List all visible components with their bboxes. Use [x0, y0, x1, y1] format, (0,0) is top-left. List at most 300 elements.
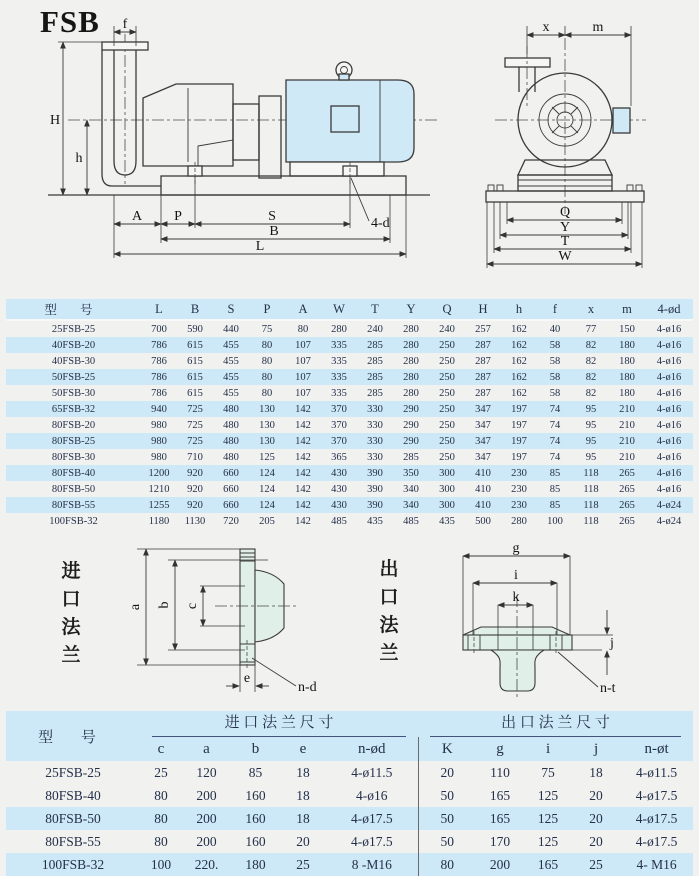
value-cell: 430: [321, 497, 357, 513]
value-cell: 124: [259, 483, 275, 495]
value-cell: 340: [393, 497, 429, 513]
model-cell: 40FSB-20: [6, 337, 141, 353]
dim-label-f: f: [122, 17, 128, 32]
value-cell: 1180: [148, 515, 170, 527]
value-cell: 430: [321, 465, 357, 481]
value-cell: 285: [367, 355, 383, 367]
column-header: L: [141, 299, 177, 320]
motor-foot: [290, 162, 384, 176]
dim-label-B: B: [269, 224, 279, 239]
value-cell: 130: [259, 419, 275, 431]
column-header: a: [182, 737, 231, 761]
value-cell: 142: [295, 419, 311, 431]
value-cell: 720: [223, 515, 239, 527]
value-cell: 1130: [184, 515, 206, 527]
value-cell: 58: [549, 387, 561, 399]
value-cell: 200: [196, 833, 217, 849]
table-header-row: [6, 299, 693, 320]
page-title: FSB: [40, 4, 100, 39]
value-cell: 285: [367, 387, 383, 399]
coupling: [233, 104, 259, 160]
value-cell: 200: [196, 787, 217, 803]
model-cell: 100FSB-32: [49, 515, 98, 527]
column-header: K: [418, 737, 476, 761]
value-cell: 162: [501, 337, 537, 353]
overall-dimensions-table: [6, 299, 693, 529]
value-cell: 285: [403, 451, 419, 463]
value-cell: 110: [490, 764, 510, 780]
inlet-group-header: 进 口 法 兰 尺 寸: [140, 711, 418, 737]
dim-label-Y: Y: [559, 220, 571, 235]
value-cell: 335: [331, 355, 347, 367]
inlet-flange-top: [102, 42, 148, 50]
value-cell: 142: [295, 483, 311, 495]
model-cell: 25FSB-25: [51, 323, 96, 335]
value-cell: 4-ø16: [656, 483, 682, 495]
table-row: [6, 784, 693, 807]
column-header: f: [537, 299, 573, 320]
value-cell: 75: [541, 764, 555, 780]
dim-label-a: a: [128, 603, 143, 611]
value-cell: 390: [357, 497, 393, 513]
value-cell: 287: [465, 369, 501, 385]
value-cell: 4-ø16: [656, 387, 682, 399]
value-cell: 120: [196, 764, 217, 780]
value-cell: 430: [331, 483, 347, 495]
value-cell: 107: [295, 387, 311, 399]
value-cell: 82: [585, 355, 597, 367]
value-cell: 80: [261, 387, 273, 399]
value-cell: 20: [418, 761, 476, 784]
value-cell: 50: [418, 784, 476, 807]
value-cell: 250: [439, 355, 455, 367]
value-cell: 160: [231, 807, 280, 830]
value-cell: 335: [331, 387, 347, 399]
value-cell: 230: [501, 497, 537, 513]
value-cell: 197: [511, 419, 527, 431]
value-cell: 20: [572, 807, 620, 830]
value-cell: 4-ø17.5: [620, 807, 693, 830]
value-cell: 20: [296, 833, 310, 849]
dim-label-S: S: [268, 209, 276, 224]
column-header: H: [465, 299, 501, 320]
value-cell: 77: [585, 323, 597, 335]
value-cell: 660: [223, 483, 239, 495]
column-header: b: [231, 737, 280, 761]
table-row: [6, 481, 693, 497]
value-cell: 590: [187, 323, 203, 335]
value-cell: 257: [475, 323, 491, 335]
value-cell: 118: [583, 515, 599, 527]
flange-boss: [463, 627, 570, 635]
value-cell: 210: [609, 401, 645, 417]
value-cell: 330: [367, 451, 383, 463]
label-char: 法: [379, 615, 399, 636]
outlet-group-header: 出 口 法 兰 尺 寸: [418, 711, 693, 737]
value-cell: 25: [280, 853, 326, 876]
column-header: e: [280, 737, 326, 761]
value-cell: 265: [619, 483, 635, 495]
value-cell: 4-ø16: [656, 451, 682, 463]
value-cell: 347: [475, 419, 491, 431]
value-cell: 4-ø17.5: [635, 833, 678, 849]
value-cell: 4-ø17.5: [635, 787, 678, 803]
value-cell: 74: [549, 451, 561, 463]
dim-label-T: T: [560, 234, 570, 249]
value-cell: 4-ø16: [645, 369, 693, 385]
label-char: 口: [379, 587, 399, 608]
value-cell: 4-ø17.5: [326, 807, 418, 830]
column-header: 型 号: [6, 299, 141, 320]
value-cell: 280: [403, 387, 419, 399]
model-cell: 25FSB-25: [45, 764, 101, 780]
table-row: [6, 465, 693, 481]
column-header: A: [285, 299, 321, 320]
value-cell: 280: [393, 369, 429, 385]
model-cell: 80FSB-55: [45, 833, 101, 849]
value-cell: 100: [140, 853, 182, 876]
value-cell: 130: [249, 433, 285, 449]
value-cell: 455: [213, 369, 249, 385]
label-char: 兰: [61, 645, 81, 666]
model-cell: 80FSB-20: [51, 419, 96, 431]
value-cell: 197: [501, 433, 537, 449]
value-cell: 80: [249, 369, 285, 385]
value-cell: 280: [331, 323, 347, 335]
value-cell: 80: [154, 787, 168, 803]
value-cell: 330: [357, 433, 393, 449]
table-row: [6, 513, 693, 529]
value-cell: 280: [393, 337, 429, 353]
value-cell: 435: [367, 515, 383, 527]
table-row: [6, 830, 693, 853]
table-row: [6, 320, 693, 337]
value-cell: 350: [393, 465, 429, 481]
value-cell: 220.: [182, 853, 231, 876]
column-header: j: [572, 737, 620, 761]
value-cell: 230: [501, 465, 537, 481]
value-cell: 347: [475, 451, 491, 463]
value-cell: 786: [151, 355, 167, 367]
value-cell: 440: [223, 323, 239, 335]
value-cell: 210: [609, 433, 645, 449]
dim-label-j: j: [610, 636, 614, 651]
value-cell: 786: [141, 337, 177, 353]
value-cell: 615: [177, 369, 213, 385]
dim-label-W: W: [558, 249, 572, 264]
value-cell: 4-ø16: [656, 355, 682, 367]
baseplate: [161, 176, 406, 195]
value-cell: 18: [296, 764, 310, 780]
value-cell: 660: [213, 465, 249, 481]
dim-label-e: e: [243, 671, 251, 686]
value-cell: 347: [465, 401, 501, 417]
value-cell: 335: [321, 369, 357, 385]
value-cell: 100: [547, 515, 563, 527]
column-header: h: [501, 299, 537, 320]
discharge-flange: [613, 108, 630, 133]
value-cell: 615: [187, 387, 203, 399]
value-cell: 300: [439, 483, 455, 495]
column-header: S: [213, 299, 249, 320]
value-cell: 280: [403, 323, 419, 335]
dim-label-4d: 4-d: [371, 216, 390, 231]
dim-label-Q: Q: [559, 205, 571, 220]
label-char: 进: [61, 561, 81, 582]
value-cell: 250: [429, 369, 465, 385]
bearing-frame: [259, 96, 281, 178]
model-cell: 50FSB-30: [51, 387, 96, 399]
table-row: [6, 417, 693, 433]
value-cell: 455: [213, 337, 249, 353]
value-cell: 4-ø16: [356, 787, 388, 803]
value-cell: 485: [331, 515, 347, 527]
value-cell: 330: [367, 419, 383, 431]
value-cell: 165: [489, 787, 511, 803]
dim-label-nt: n-t: [600, 681, 616, 696]
value-cell: 410: [465, 497, 501, 513]
column-header: n-øt: [620, 737, 693, 761]
table-row: [6, 385, 693, 401]
value-cell: 18: [296, 787, 310, 803]
value-cell: 700: [151, 323, 167, 335]
value-cell: 615: [187, 355, 203, 367]
value-cell: 280: [511, 515, 527, 527]
value-cell: 1255: [141, 497, 177, 513]
value-cell: 410: [465, 465, 501, 481]
value-cell: 82: [573, 337, 609, 353]
table-row: [6, 401, 693, 417]
value-cell: 290: [403, 419, 419, 431]
value-cell: 4- M16: [620, 853, 693, 876]
column-header: n-ød: [326, 737, 418, 761]
value-cell: 980: [151, 419, 167, 431]
value-cell: 710: [187, 451, 203, 463]
value-cell: 4-ø16: [645, 433, 693, 449]
table-row: [6, 761, 693, 784]
value-cell: 287: [465, 337, 501, 353]
inlet-flange-drawing: [40, 540, 340, 702]
value-cell: 162: [511, 387, 527, 399]
column-header: W: [321, 299, 357, 320]
value-cell: 107: [295, 355, 311, 367]
value-cell: 250: [439, 451, 455, 463]
value-cell: 4-ø16: [656, 419, 682, 431]
value-cell: 265: [609, 497, 645, 513]
value-cell: 480: [223, 451, 239, 463]
value-cell: 197: [501, 401, 537, 417]
value-cell: 786: [141, 369, 177, 385]
value-cell: 287: [475, 355, 491, 367]
value-cell: 940: [141, 401, 177, 417]
dim-label-m: m: [592, 20, 604, 35]
value-cell: 180: [619, 355, 635, 367]
value-cell: 370: [321, 401, 357, 417]
value-cell: 142: [285, 497, 321, 513]
value-cell: 95: [573, 401, 609, 417]
inlet-flange: [505, 58, 550, 67]
value-cell: 4-ø16: [645, 401, 693, 417]
value-cell: 1210: [148, 483, 170, 495]
value-cell: 4-ø17.5: [350, 833, 393, 849]
value-cell: 250: [429, 337, 465, 353]
value-cell: 335: [321, 337, 357, 353]
value-cell: 25: [572, 853, 620, 876]
dim-label-A: A: [131, 209, 143, 224]
table-row: [6, 497, 693, 513]
dim-label-b: b: [157, 601, 172, 609]
pump-side-view-drawing: [28, 16, 450, 290]
value-cell: 107: [285, 369, 321, 385]
value-cell: 455: [223, 355, 239, 367]
column-header: x: [573, 299, 609, 320]
value-cell: 920: [177, 497, 213, 513]
value-cell: 125: [537, 833, 559, 849]
value-cell: 370: [321, 433, 357, 449]
value-cell: 18: [280, 807, 326, 830]
label-char: 法: [61, 617, 81, 638]
value-cell: 285: [357, 369, 393, 385]
value-cell: 162: [511, 355, 527, 367]
value-cell: 980: [141, 433, 177, 449]
value-cell: 95: [585, 451, 597, 463]
dim-label-k: k: [512, 590, 520, 605]
value-cell: 58: [549, 355, 561, 367]
value-cell: 8 -M16: [326, 853, 418, 876]
value-cell: 74: [537, 433, 573, 449]
value-cell: 162: [511, 323, 527, 335]
value-cell: 180: [231, 853, 280, 876]
value-cell: 80: [418, 853, 476, 876]
value-cell: 130: [249, 401, 285, 417]
value-cell: 4-ø11.5: [635, 764, 678, 780]
column-header: 型 号: [6, 711, 140, 761]
value-cell: 165: [476, 807, 524, 830]
value-cell: 4-ø16: [645, 337, 693, 353]
value-cell: 85: [248, 764, 263, 780]
value-cell: 197: [511, 451, 527, 463]
value-cell: 250: [439, 387, 455, 399]
value-cell: 142: [285, 433, 321, 449]
value-cell: 280: [403, 355, 419, 367]
value-cell: 485: [403, 515, 419, 527]
model-cell: 80FSB-30: [51, 451, 96, 463]
table-row: [6, 807, 693, 830]
value-cell: 725: [177, 401, 213, 417]
value-cell: 365: [331, 451, 347, 463]
value-cell: 75: [261, 323, 273, 335]
value-cell: 80: [297, 323, 309, 335]
model-cell: 80FSB-50: [6, 807, 140, 830]
flange-plate: [240, 549, 255, 665]
value-cell: 4-ø16: [645, 465, 693, 481]
value-cell: 125: [524, 807, 572, 830]
value-cell: 287: [475, 387, 491, 399]
value-cell: 240: [367, 323, 383, 335]
value-cell: 1200: [141, 465, 177, 481]
value-cell: 118: [573, 465, 609, 481]
value-cell: 150: [619, 323, 635, 335]
model-cell: 100FSB-32: [6, 853, 140, 876]
column-header: g: [476, 737, 524, 761]
value-cell: 80: [261, 355, 273, 367]
value-cell: 95: [573, 433, 609, 449]
value-cell: 240: [439, 323, 455, 335]
value-cell: 170: [489, 833, 511, 849]
table-row: [6, 449, 693, 465]
value-cell: 18: [589, 764, 603, 780]
value-cell: 40: [549, 323, 561, 335]
column-header: Y: [393, 299, 429, 320]
dim-label-h: h: [75, 151, 83, 166]
value-cell: 210: [619, 419, 635, 431]
column-header: 4-ød: [645, 299, 693, 320]
pump-end-view-drawing: [450, 18, 695, 278]
value-cell: 74: [537, 401, 573, 417]
table-row: [6, 369, 693, 385]
value-cell: 74: [549, 419, 561, 431]
value-cell: 290: [393, 433, 429, 449]
value-cell: 142: [285, 465, 321, 481]
value-cell: 125: [537, 787, 559, 803]
value-cell: 660: [213, 497, 249, 513]
dim-label-nd: n-d: [298, 680, 317, 695]
value-cell: 920: [177, 465, 213, 481]
value-cell: 370: [331, 419, 347, 431]
dim-label-P: P: [174, 209, 182, 224]
table-row: [6, 337, 693, 353]
value-cell: 435: [439, 515, 455, 527]
label-char: 兰: [379, 643, 399, 664]
value-cell: 410: [475, 483, 491, 495]
value-cell: 50: [418, 830, 476, 853]
value-cell: 290: [393, 401, 429, 417]
value-cell: 20: [589, 833, 603, 849]
dim-label-H: H: [49, 113, 61, 128]
value-cell: 390: [367, 483, 383, 495]
value-cell: 786: [151, 387, 167, 399]
column-header: P: [249, 299, 285, 320]
value-cell: 615: [177, 337, 213, 353]
value-cell: 95: [585, 419, 597, 431]
value-cell: 58: [537, 337, 573, 353]
value-cell: 285: [357, 337, 393, 353]
value-cell: 165: [524, 853, 572, 876]
value-cell: 725: [177, 433, 213, 449]
value-cell: 82: [573, 369, 609, 385]
value-cell: 330: [357, 401, 393, 417]
value-cell: 300: [429, 465, 465, 481]
column-header: i: [524, 737, 572, 761]
terminal-box: [331, 106, 359, 132]
table-row: [6, 353, 693, 369]
value-cell: 162: [501, 369, 537, 385]
value-cell: 124: [249, 497, 285, 513]
value-cell: 500: [475, 515, 491, 527]
dim-label-g: g: [512, 541, 520, 556]
label-char: 口: [61, 589, 81, 610]
model-cell: 50FSB-25: [6, 369, 141, 385]
model-cell: 40FSB-30: [51, 355, 96, 367]
value-cell: 85: [549, 483, 561, 495]
value-cell: 455: [223, 387, 239, 399]
value-cell: 390: [357, 465, 393, 481]
model-cell: 80FSB-40: [6, 465, 141, 481]
model-cell: 80FSB-40: [45, 787, 101, 803]
flange-dimensions-table: [6, 711, 693, 876]
label-char: 出: [379, 559, 399, 580]
value-cell: 80: [154, 833, 168, 849]
